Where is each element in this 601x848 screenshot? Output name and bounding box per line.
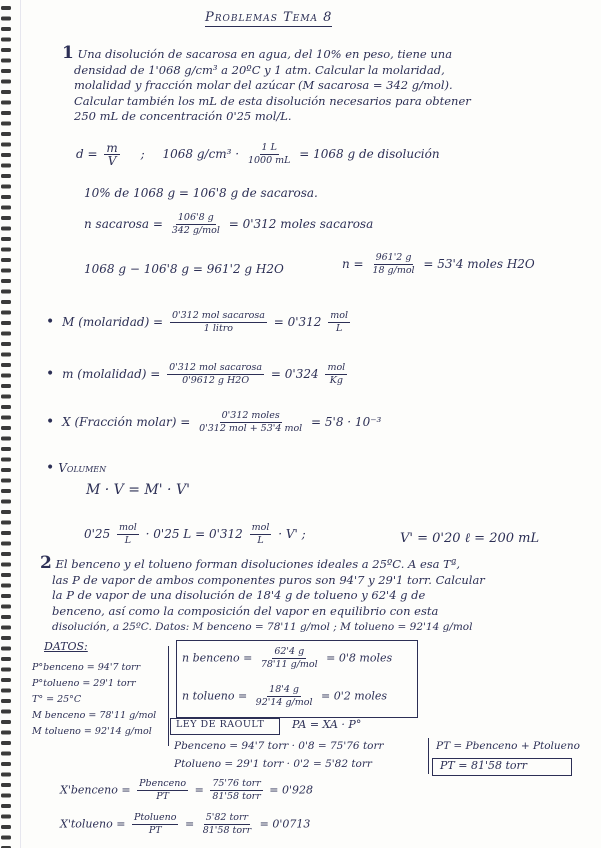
spiral-ring <box>1 111 11 115</box>
spiral-ring <box>1 584 11 588</box>
spiral-ring <box>1 416 11 420</box>
spiral-ring <box>1 479 11 483</box>
spiral-ring <box>1 258 11 262</box>
spiral-ring <box>1 290 11 294</box>
spiral-ring <box>1 174 11 178</box>
spiral-ring <box>1 90 11 94</box>
spiral-ring <box>1 59 11 63</box>
spiral-ring <box>1 668 11 672</box>
datos-row: T° = 25°C <box>32 694 82 705</box>
spiral-ring <box>1 794 11 798</box>
datos-divider <box>168 646 169 746</box>
density-equation: d = $\frac{m}{V}$ ; 1068 g/cm³ · $\frac{1 L}{1000 mL}$ = 1068 g de disolución <box>76 141 440 168</box>
molality-equation: • m (molalidad) = $\frac{\text{0'312 mol sacarosa}}{\text{0'9612 g H2O}}$ = 0'324 $\frac{\text{mol}}{Kg}$ <box>46 362 346 386</box>
spiral-ring <box>1 815 11 819</box>
spiral-ring <box>1 647 11 651</box>
spiral-ring <box>1 405 11 409</box>
spiral-ring <box>1 321 11 325</box>
molar-fraction-equation: • X (Fracción molar) = $\frac{\text{0'312 moles}}{\text{0'312 mol + 53'4 mol}}$ = 5'8 · 10⁻³ <box>46 410 382 434</box>
spiral-ring <box>1 80 11 84</box>
spiral-ring <box>1 237 11 241</box>
spiral-ring <box>1 752 11 756</box>
spiral-ring <box>1 636 11 640</box>
spiral-ring <box>1 353 11 357</box>
partial-pressure-tolueno: Ptolueno = 29'1 torr · 0'2 = 5'82 torr <box>174 758 372 770</box>
spiral-ring <box>1 762 11 766</box>
brace-line <box>428 738 429 774</box>
spiral-ring <box>1 363 11 367</box>
spiral-ring <box>1 689 11 693</box>
datos-list <box>32 660 156 740</box>
molarity-equation: • M (molaridad) = $\frac{\text{0'312 mol sacarosa}}{\text{1 litro}}$ = 0'312 $\frac{\text{mol}}{L}$ <box>46 310 349 334</box>
datos-header: DATOS: <box>44 640 88 653</box>
spiral-ring <box>1 489 11 493</box>
spiral-ring <box>1 615 11 619</box>
moles-water-equation: n = $\frac{961'2 g}{\text{18 g/mol}}$ = 53'4 moles H2O <box>342 252 535 276</box>
spiral-ring <box>1 384 11 388</box>
datos-row: M benceno = 78'11 g/mol <box>32 710 157 721</box>
problem-1-statement <box>62 43 471 125</box>
spiral-ring <box>1 542 11 546</box>
moles-benceno-equation: n benceno = $\frac{62'4 g}{\text{78'11 g/mol}}$ = 0'8 moles <box>182 646 393 670</box>
spiral-ring <box>1 626 11 630</box>
spiral-ring <box>1 342 11 346</box>
spiral-ring <box>1 300 11 304</box>
dilution-calculation: 0'25 $\frac{\text{mol}}{L}$ · 0'25 L = 0'312 $\frac{\text{mol}}{L}$ · V' ; <box>84 522 306 546</box>
raoult-label: LEY DE RAOULT <box>176 719 265 730</box>
problem-2-line-3: la P de vapor de una disolución de 18'4 g de tolueno y 62'4 g de <box>52 588 426 602</box>
mass-sacarosa-line: 10% de 1068 g = 106'8 g de sacarosa. <box>84 186 318 200</box>
dilution-equation: M · V = M' · V' <box>86 482 190 498</box>
conversion-fraction: $\frac{1 L}{1000 mL}$ <box>247 142 291 166</box>
spiral-ring <box>1 552 11 556</box>
spiral-ring <box>1 521 11 525</box>
datos-row: M tolueno = 92'14 g/mol <box>32 726 152 737</box>
spiral-ring <box>1 573 11 577</box>
spiral-ring <box>1 185 11 189</box>
problem-2-line-4: benceno, así como la composición del vapor en equilibrio con esta <box>52 603 439 618</box>
spiral-ring <box>1 269 11 273</box>
spiral-ring <box>1 804 11 808</box>
spiral-ring <box>1 773 11 777</box>
spiral-ring <box>1 657 11 661</box>
problem-1-line-1: Una disolución de sacarosa en agua, del 10% en peso, tiene una <box>77 47 453 61</box>
spiral-ring <box>1 206 11 210</box>
spiral-ring <box>1 710 11 714</box>
density-fraction: $\frac{m}{V}$ <box>106 141 118 168</box>
spiral-ring <box>1 248 11 252</box>
page-title: Problemas Tema 8 <box>205 10 333 25</box>
vapor-fraction-tolueno: X'tolueno = $\frac{\text{Ptolueno}}{PT}$ = $\frac{\text{5'82 torr}}{\text{81'58 torr}}$ = 0'0713 <box>60 812 311 836</box>
spiral-ring <box>1 741 11 745</box>
partial-pressure-benceno: Pbenceno = 94'7 torr · 0'8 = 75'76 torr <box>174 740 384 752</box>
spiral-ring <box>1 426 11 430</box>
spiral-ring <box>1 468 11 472</box>
spiral-ring <box>1 437 11 441</box>
spiral-ring <box>1 594 11 598</box>
spiral-ring <box>1 510 11 514</box>
problem-1-line-5: 250 mL de concentración 0'25 mol/L. <box>74 109 292 123</box>
spiral-ring <box>1 836 11 840</box>
raoult-equation: PA = XA · P° <box>292 718 362 731</box>
datos-row: P°tolueno = 29'1 torr <box>32 678 136 689</box>
spiral-binding <box>0 0 14 848</box>
spiral-ring <box>1 164 11 168</box>
spiral-ring <box>1 374 11 378</box>
total-pressure-equation: PT = Pbenceno + Ptolueno <box>436 740 580 752</box>
spiral-ring <box>1 143 11 147</box>
problem-1-line-3: molalidad y fracción molar del azúcar (M sacarosa = 342 g/mol). <box>74 78 453 92</box>
volume-label: • Volumen <box>46 460 107 476</box>
spiral-ring <box>1 6 11 10</box>
margin-line <box>20 0 21 848</box>
spiral-ring <box>1 69 11 73</box>
problem-2-line-1: El benceno y el tolueno forman disoluciones ideales a 25ºC. A esa Tª, <box>55 557 460 571</box>
problem-2-statement <box>40 553 485 636</box>
problem-2-line-5: disolución, a 25ºC. Datos: M benceno = 78'11 g/mol ; M tolueno = 92'14 g/mol <box>52 621 473 633</box>
spiral-ring <box>1 101 11 105</box>
volume-result: V' = 0'20 ℓ = 200 mL <box>400 531 540 546</box>
problem-1-number: 1 <box>62 43 74 63</box>
problem-2-number: 2 <box>40 553 52 573</box>
spiral-ring <box>1 17 11 21</box>
spiral-ring <box>1 48 11 52</box>
spiral-ring <box>1 38 11 42</box>
spiral-ring <box>1 279 11 283</box>
spiral-ring <box>1 332 11 336</box>
spiral-ring <box>1 216 11 220</box>
spiral-ring <box>1 500 11 504</box>
spiral-ring <box>1 27 11 31</box>
problem-1-line-4: Calcular también los mL de esta disolución necesarios para obtener <box>74 93 471 108</box>
datos-row: P°benceno = 94'7 torr <box>32 662 141 673</box>
spiral-ring <box>1 731 11 735</box>
spiral-ring <box>1 825 11 829</box>
spiral-ring <box>1 132 11 136</box>
moles-tolueno-equation: n tolueno = $\frac{18'4 g}{\text{92'14 g/mol}}$ = 0'2 moles <box>182 684 387 708</box>
spiral-ring <box>1 122 11 126</box>
spiral-ring <box>1 311 11 315</box>
spiral-ring <box>1 153 11 157</box>
spiral-ring <box>1 531 11 535</box>
spiral-ring <box>1 605 11 609</box>
spiral-ring <box>1 447 11 451</box>
spiral-ring <box>1 395 11 399</box>
problem-2-line-2: las P de vapor de ambos componentes puros son 94'7 y 29'1 torr. Calcular <box>52 572 485 587</box>
spiral-ring <box>1 195 11 199</box>
problem-1-line-2: densidad de 1'068 g/cm³ a 20ºC y 1 atm. Calcular la molaridad, <box>74 62 445 77</box>
total-pressure-result: PT = 81'58 torr <box>440 759 528 772</box>
vapor-fraction-benceno: X'benceno = $\frac{\text{Pbenceno}}{PT}$ = $\frac{\text{75'76 torr}}{\text{81'58 torr}}$ = 0'928 <box>60 778 313 802</box>
spiral-ring <box>1 699 11 703</box>
spiral-ring <box>1 227 11 231</box>
spiral-ring <box>1 458 11 462</box>
moles-sacarosa-equation: n sacarosa = $\frac{106'8 g}{\text{342 g/mol}}$ = 0'312 moles sacarosa <box>84 212 374 236</box>
spiral-ring <box>1 563 11 567</box>
spiral-ring <box>1 783 11 787</box>
spiral-ring <box>1 678 11 682</box>
spiral-ring <box>1 720 11 724</box>
mass-water-line: 1068 g − 106'8 g = 961'2 g H2O <box>84 262 284 276</box>
